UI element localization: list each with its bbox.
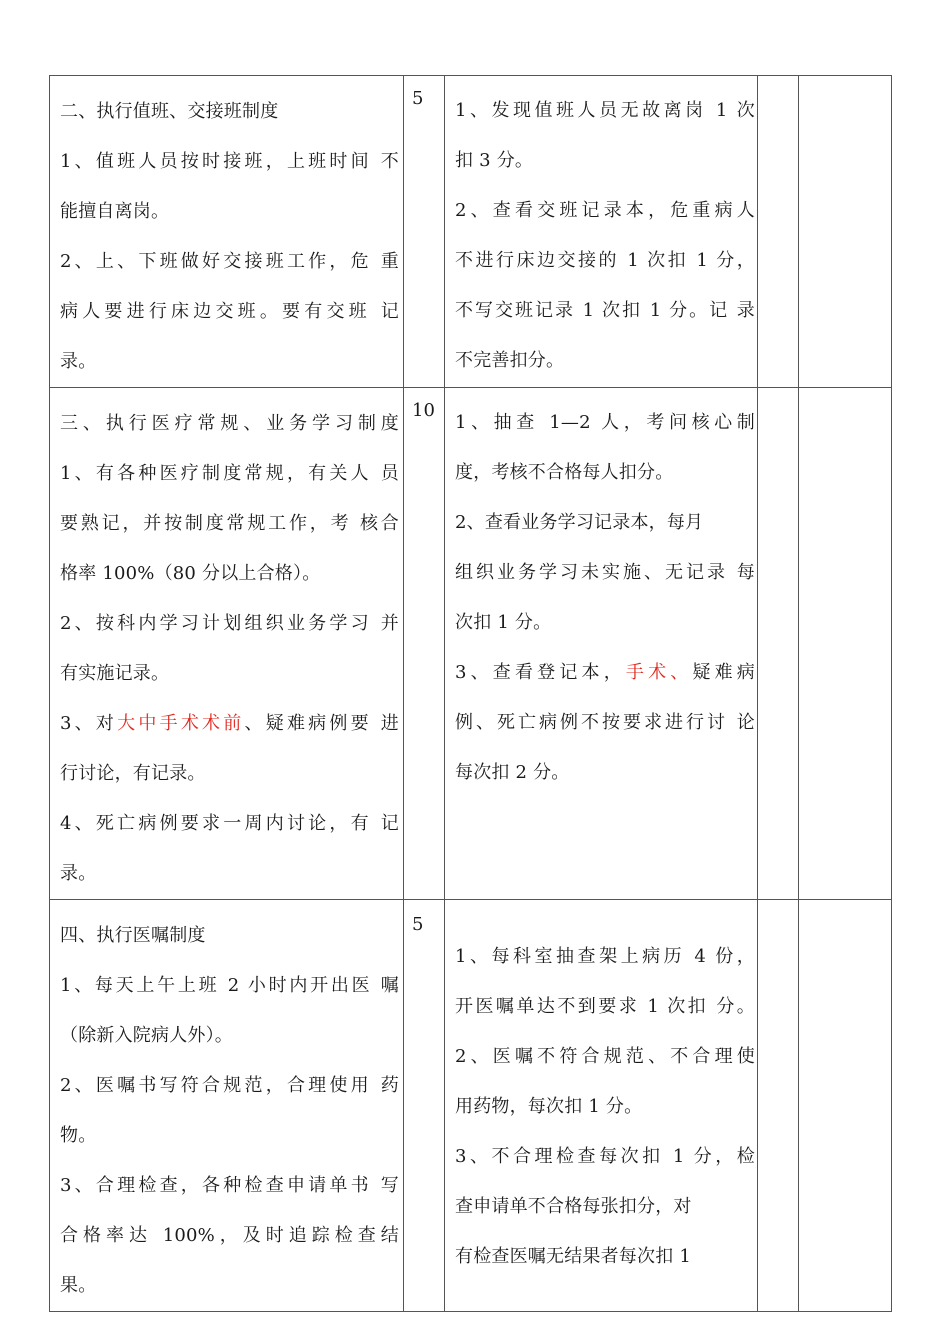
requirement-line: 4、死亡病例要求一周内讨论，有 记 — [60, 813, 399, 834]
method-line: 查申请单不合格每张扣分，对 — [455, 1196, 692, 1217]
method-line: 2、查看业务学习记录本，每月 — [455, 512, 704, 533]
requirement-line: 能擅自离岗。 — [60, 201, 170, 222]
method-line: 用药物，每次扣 1 分。 — [455, 1096, 643, 1117]
requirement-line: 病人要进行床边交班。要有交班 记 — [60, 301, 399, 322]
empty-cell — [799, 900, 892, 1312]
method-line: 度，考核不合格每人扣分。 — [455, 462, 674, 483]
highlighted-text: 手术、 — [625, 662, 693, 683]
score-cell — [404, 388, 445, 900]
requirement-line: （除新入院病人外）。 — [60, 1025, 233, 1046]
method-line: 1、发现值班人员无故离岗 1 次 — [455, 100, 755, 121]
method-line: 不写交班记录 1 次扣 1 分。记 录 — [455, 300, 755, 321]
requirements-cell — [50, 76, 404, 388]
requirement-line: 2、上、下班做好交接班工作，危 重 — [60, 251, 399, 272]
score-value: 5 — [412, 88, 424, 109]
method-line: 开医嘱单达不到要求 1 次扣 分。 — [455, 996, 755, 1017]
score-cell — [404, 900, 445, 1312]
empty-cell — [758, 388, 799, 900]
method-line: 次扣 1 分。 — [455, 612, 552, 633]
method-line: 1、抽查 1—2 人，考问核心制 — [455, 412, 755, 433]
assessment-table — [49, 75, 892, 1312]
section-row — [50, 76, 892, 388]
requirement-line: 三、执行医疗常规、业务学习制度 — [60, 413, 399, 434]
empty-cell — [799, 76, 892, 388]
section-row — [50, 388, 892, 900]
requirement-line: 2、按科内学习计划组织业务学习 并 — [60, 613, 399, 634]
method-line: 3、不合理检查每次扣 1 分，检 — [455, 1146, 755, 1167]
requirements-cell — [50, 900, 404, 1312]
requirement-line: 3、合理检查，各种检查申请单书 写 — [60, 1175, 399, 1196]
method-line: 例、死亡病例不按要求进行讨 论 — [455, 712, 755, 733]
requirement-line: 1、值班人员按时接班，上班时间 不 — [60, 151, 399, 172]
method-line: 1、每科室抽查架上病历 4 份， — [455, 946, 755, 967]
method-line: 每次扣 2 分。 — [455, 762, 570, 783]
empty-cell — [758, 900, 799, 1312]
method-line: 3、查看登记本，手术、疑难病 — [455, 662, 755, 683]
requirement-line: 格率 100%（80 分以上合格）。 — [60, 563, 321, 584]
requirement-line: 要熟记，并按制度常规工作，考 核合 — [60, 513, 399, 534]
method-line: 组织业务学习未实施、无记录 每 — [455, 562, 755, 583]
requirement-line: 录。 — [60, 351, 97, 372]
requirement-line: 物。 — [60, 1125, 97, 1146]
method-line: 2、医嘱不符合规范、不合理使 — [455, 1046, 755, 1067]
empty-cell — [758, 76, 799, 388]
section-row — [50, 900, 892, 1312]
requirement-line: 行讨论，有记录。 — [60, 763, 206, 784]
method-line: 有检查医嘱无结果者每次扣 1 — [455, 1246, 691, 1267]
requirement-line: 2、医嘱书写符合规范，合理使用 药 — [60, 1075, 399, 1096]
requirement-line: 果。 — [60, 1275, 97, 1296]
requirement-line: 录。 — [60, 863, 97, 884]
method-cell — [445, 76, 758, 388]
method-cell — [445, 388, 758, 900]
empty-cell — [799, 388, 892, 900]
requirement-line: 3、对大中手术术前、疑难病例要 进 — [60, 713, 399, 734]
score-value: 10 — [412, 400, 435, 421]
method-line: 不进行床边交接的 1 次扣 1 分， — [455, 250, 755, 271]
score-cell — [404, 76, 445, 388]
method-line: 不完善扣分。 — [455, 350, 565, 371]
score-value: 5 — [412, 914, 424, 935]
requirement-line: 二、执行值班、交接班制度 — [60, 101, 279, 122]
requirements-cell — [50, 388, 404, 900]
requirement-line: 合格率达 100%，及时追踪检查结 — [60, 1225, 399, 1246]
requirement-line: 有实施记录。 — [60, 663, 170, 684]
requirement-line: 1、每天上午上班 2 小时内开出医 嘱 — [60, 975, 399, 996]
highlighted-text: 大中手术术前 — [117, 713, 245, 734]
method-line: 扣 3 分。 — [455, 150, 534, 171]
requirement-line: 四、执行医嘱制度 — [60, 925, 206, 946]
method-cell — [445, 900, 758, 1312]
method-line: 2、查看交班记录本，危重病人 — [455, 200, 755, 221]
requirement-line: 1、有各种医疗制度常规，有关人 员 — [60, 463, 399, 484]
